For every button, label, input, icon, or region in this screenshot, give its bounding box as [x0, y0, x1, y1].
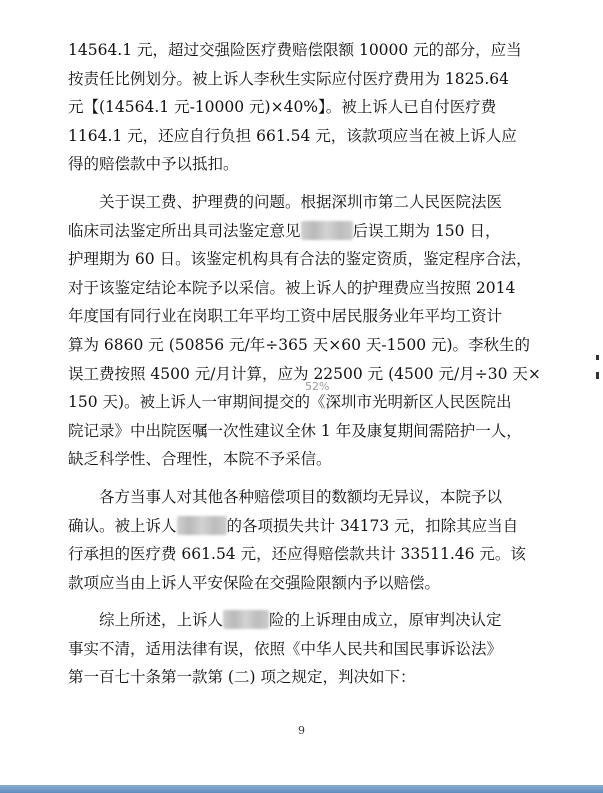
text-line: 后误工期为 150 日，	[352, 221, 501, 240]
text-line: 院记录》中出院医嘱一次性建议全休 1 年及康复期间需陪护一人，	[68, 421, 522, 440]
text-line: 对于该鉴定结论本院予以采信。被上诉人的护理费应当按照 2014	[68, 278, 516, 297]
redacted-text	[177, 516, 227, 535]
paragraph-medical-fee	[68, 36, 546, 179]
text-line: 临床司法鉴定所出具司法鉴定意见	[68, 221, 301, 240]
redacted-text	[223, 610, 269, 629]
body-text	[68, 36, 546, 692]
text-line: 事实不清，适用法律有误，依照《中华人民共和国民事诉讼法》	[68, 639, 503, 658]
text-line: 1164.1 元，还应自行负担 661.54 元，该款项应当在被上诉人应	[68, 126, 517, 145]
text-line: 缺乏科学性、合理性，本院不予采信。	[68, 450, 332, 469]
text-line: 款项应当由上诉人平安保险在交强险限额内予以赔偿。	[68, 573, 441, 592]
paragraph-confirmation	[68, 483, 546, 597]
text-line: 险的上诉理由成立，原审判决认定	[269, 611, 502, 630]
page-number: 9	[298, 724, 305, 737]
text-line: 行承担的医疗费 661.54 元，还应得赔偿款共计 33511.46 元。该	[68, 545, 526, 564]
text-line: 算为 6860 元 (50856 元/年÷365 天×60 天-1500 元)。李秋生的	[68, 335, 531, 354]
text-line: 按责任比例划分。被上诉人李秋生实际应付医疗费用为 1825.64	[68, 69, 510, 88]
redacted-text	[301, 221, 353, 240]
paragraph-lost-work-nursing	[68, 188, 546, 474]
text-line: 的各项损失共计 34173 元，扣除其应当自	[226, 516, 519, 535]
text-line: 误工费按照 4500 元/月计算，应为 22500 元 (4500 元/月÷30 天×	[68, 364, 541, 383]
text-line: 14564.1 元，超过交强险医疗费赔偿限额 10000 元的部分，应当	[68, 41, 522, 59]
paragraph-conclusion	[68, 606, 546, 692]
text-line: 得的赔偿款中予以抵扣。	[68, 155, 239, 174]
text-line: 150 天)。被上诉人一审期间提交的《深圳市光明新区人民医院出	[68, 393, 512, 412]
text-line: 各方当事人对其他各种赔偿项目的数额均无异议，本院予以	[99, 487, 503, 506]
text-line: 关于误工费、护理费的问题。根据深圳市第二人民医院法医	[99, 192, 503, 211]
bottom-scroll-bar[interactable]	[0, 785, 603, 793]
text-line: 第一百七十条第一款第 (二) 项之规定，判决如下：	[68, 668, 416, 687]
margin-mark	[596, 372, 599, 379]
text-line: 护理期为 60 日。该鉴定机构具有合法的鉴定资质，鉴定程序合法，	[68, 250, 532, 269]
zoom-watermark: 52%	[305, 380, 330, 393]
margin-mark	[596, 355, 599, 360]
text-line: 确认。被上诉人	[68, 516, 177, 535]
text-line: 元【(14564.1 元-10000 元)×40%】。被上诉人已自付医疗费	[68, 98, 497, 117]
text-line: 综上所述，上诉人	[99, 611, 224, 630]
text-line: 年度国有同行业在岗职工年平均工资中居民服务业年平均工资计	[68, 307, 503, 326]
